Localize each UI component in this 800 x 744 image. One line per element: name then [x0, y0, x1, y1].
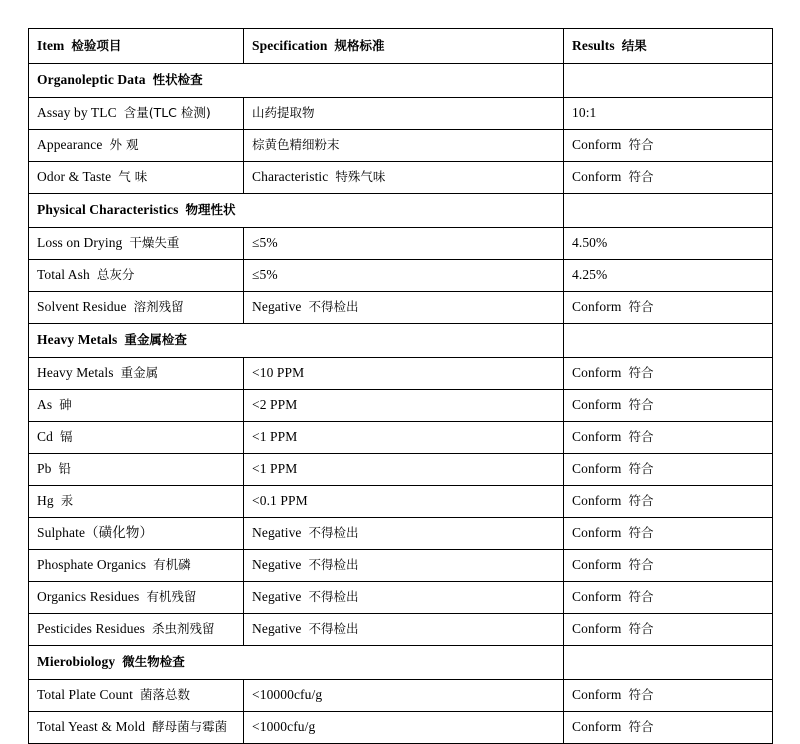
- row-result-2-3: [564, 454, 773, 486]
- row-spec-2-6: [244, 550, 564, 582]
- row-item-zh-2-3: 铅: [58, 461, 71, 477]
- row-item-zh-2-6: 有机磷: [153, 557, 191, 573]
- row-result-zh-2-5: 符合: [628, 525, 654, 541]
- row-result-zh-1-2: 符合: [628, 299, 654, 315]
- table-row: [29, 292, 773, 324]
- row-result-zh-2-8: 符合: [628, 621, 654, 637]
- row-item-1-2: [29, 292, 244, 324]
- row-result-1-0: [564, 228, 773, 260]
- row-item-en-1-0: Loss on Drying: [37, 235, 123, 251]
- section-title-zh-2: 重金属检查: [124, 332, 187, 348]
- row-item-3-0: [29, 680, 244, 712]
- row-spec-0-0: [244, 98, 564, 130]
- row-spec-zh-0-0: 山药提取物: [252, 105, 315, 121]
- row-result-en-2-2: Conform: [572, 429, 622, 445]
- row-spec-2-5: [244, 518, 564, 550]
- row-result-0-1: [564, 130, 773, 162]
- column-header-label-zh-0: 检验项目: [71, 37, 122, 53]
- section-title-en-2: Heavy Metals: [37, 332, 118, 348]
- section-title-zh-1: 物理性状: [185, 202, 236, 218]
- row-spec-en-0-2: Characteristic: [252, 169, 329, 185]
- section-header-row-2: [29, 324, 773, 358]
- table-row: [29, 550, 773, 582]
- row-item-en-2-2: Cd: [37, 429, 53, 445]
- row-item-2-4: [29, 486, 244, 518]
- row-item-zh-1-1: 总灰分: [96, 267, 135, 283]
- row-item-0-2: [29, 162, 244, 194]
- table-row: [29, 680, 773, 712]
- row-result-zh-2-0: 符合: [628, 365, 654, 381]
- row-item-zh-2-4: 汞: [60, 493, 74, 509]
- row-item-en-0-2: Odor & Taste: [37, 169, 112, 185]
- row-result-2-5: [564, 518, 773, 550]
- row-spec-1-2: [244, 292, 564, 324]
- row-result-en-3-0: Conform: [572, 687, 622, 703]
- row-spec-2-1: [244, 390, 564, 422]
- section-title-en-0: Organoleptic Data: [37, 72, 146, 88]
- row-item-zh-2-0: 重金属: [120, 365, 159, 381]
- row-spec-1-1: [244, 260, 564, 292]
- section-title-en-3: Mierobiology: [37, 654, 116, 670]
- row-item-en-0-1: Appearance: [37, 137, 103, 153]
- table-row: [29, 454, 773, 486]
- table-row: [29, 228, 773, 260]
- row-item-2-7: [29, 582, 244, 614]
- row-spec-2-3: [244, 454, 564, 486]
- row-result-0-0: [564, 98, 773, 130]
- table-header-row: [29, 29, 773, 64]
- row-item-zh-0-1: 外 观: [109, 137, 139, 153]
- row-item-en-3-0: Total Plate Count: [37, 687, 133, 703]
- row-item-zh-3-1: 酵母菌与霉菌: [152, 719, 228, 735]
- row-item-en-0-0: Assay by TLC: [37, 105, 117, 121]
- column-header-label-zh-2: 结果: [621, 37, 647, 53]
- row-item-1-1: [29, 260, 244, 292]
- section-title-0: [29, 64, 564, 98]
- row-item-en-2-7: Organics Residues: [37, 589, 140, 605]
- coa-document: [28, 28, 772, 744]
- row-item-2-6: [29, 550, 244, 582]
- row-spec-zh-2-5: 不得检出: [308, 525, 359, 541]
- row-item-0-0: [29, 98, 244, 130]
- column-header-0: [29, 29, 244, 64]
- section-empty-result-0: [564, 64, 773, 98]
- row-item-en-2-3: Pb: [37, 461, 52, 477]
- row-result-en-1-0: 4.50%: [572, 235, 608, 251]
- row-spec-zh-1-2: 不得检出: [308, 299, 359, 315]
- row-result-en-0-0: 10:1: [572, 105, 597, 121]
- section-empty-result-2: [564, 324, 773, 358]
- row-result-zh-0-1: 符合: [628, 137, 654, 153]
- row-item-2-8: [29, 614, 244, 646]
- column-header-label-zh-1: 规格标准: [334, 37, 385, 53]
- section-title-zh-3: 微生物检查: [122, 654, 185, 670]
- row-spec-en-2-7: Negative: [252, 589, 302, 605]
- row-result-zh-3-0: 符合: [628, 687, 654, 703]
- section-empty-result-1: [564, 194, 773, 228]
- row-item-zh-3-0: 菌落总数: [140, 687, 191, 703]
- row-spec-en-2-5: Negative: [252, 525, 302, 541]
- row-result-zh-2-4: 符合: [628, 493, 654, 509]
- table-row: [29, 422, 773, 454]
- column-header-label-en-1: Specification: [252, 37, 328, 53]
- row-spec-1-0: [244, 228, 564, 260]
- row-item-1-0: [29, 228, 244, 260]
- row-result-2-7: [564, 582, 773, 614]
- row-result-en-0-1: Conform: [572, 137, 622, 153]
- row-spec-0-1: [244, 130, 564, 162]
- section-header-row-0: [29, 64, 773, 98]
- row-item-2-3: [29, 454, 244, 486]
- row-item-en-2-5: Sulphate（磺化物）: [37, 525, 154, 541]
- row-spec-2-4: [244, 486, 564, 518]
- row-item-en-2-6: Phosphate Organics: [37, 557, 147, 573]
- row-item-0-1: [29, 130, 244, 162]
- row-item-en-3-1: Total Yeast & Mold: [37, 719, 146, 735]
- row-spec-en-3-0: <10000cfu/g: [252, 687, 323, 703]
- row-spec-zh-2-7: 不得检出: [308, 589, 359, 605]
- table-row: [29, 358, 773, 390]
- table-row: [29, 486, 773, 518]
- row-item-zh-2-2: 镉: [59, 429, 73, 445]
- row-result-zh-2-2: 符合: [628, 429, 654, 445]
- row-result-en-2-3: Conform: [572, 461, 622, 477]
- row-result-en-2-7: Conform: [572, 589, 622, 605]
- row-spec-zh-2-6: 不得检出: [308, 557, 359, 573]
- row-item-en-1-2: Solvent Residue: [37, 299, 127, 315]
- section-title-1: [29, 194, 564, 228]
- row-spec-zh-2-8: 不得检出: [308, 621, 359, 637]
- row-spec-en-1-1: ≤5%: [252, 267, 278, 283]
- specification-table: [28, 28, 773, 744]
- table-row: [29, 162, 773, 194]
- table-row: [29, 712, 773, 744]
- row-item-en-1-1: Total Ash: [37, 267, 90, 283]
- row-result-1-1: [564, 260, 773, 292]
- row-item-2-5: [29, 518, 244, 550]
- row-spec-en-1-2: Negative: [252, 299, 302, 315]
- row-item-en-2-4: Hg: [37, 493, 54, 509]
- row-item-en-2-8: Pesticides Residues: [37, 621, 146, 637]
- row-result-zh-2-7: 符合: [628, 589, 654, 605]
- row-spec-2-7: [244, 582, 564, 614]
- row-spec-zh-0-1: 棕黄色精细粉末: [252, 137, 340, 153]
- row-spec-en-2-2: <1 PPM: [252, 429, 298, 445]
- row-item-zh-0-2: 气 味: [118, 169, 148, 185]
- row-result-2-4: [564, 486, 773, 518]
- row-result-en-2-6: Conform: [572, 557, 622, 573]
- column-header-1: [244, 29, 564, 64]
- table-row: [29, 130, 773, 162]
- row-spec-en-1-0: ≤5%: [252, 235, 278, 251]
- column-header-label-en-0: Item: [37, 37, 65, 53]
- row-result-en-2-5: Conform: [572, 525, 622, 541]
- row-result-en-0-2: Conform: [572, 169, 622, 185]
- row-item-zh-2-8: 杀虫剂残留: [152, 621, 215, 637]
- row-result-3-1: [564, 712, 773, 744]
- table-row: [29, 260, 773, 292]
- row-spec-2-0: [244, 358, 564, 390]
- row-result-en-2-4: Conform: [572, 493, 622, 509]
- row-result-en-1-1: 4.25%: [572, 267, 608, 283]
- row-spec-0-2: [244, 162, 564, 194]
- column-header-2: [564, 29, 773, 64]
- row-spec-en-3-1: <1000cfu/g: [252, 719, 316, 735]
- table-row: [29, 390, 773, 422]
- row-spec-2-8: [244, 614, 564, 646]
- row-result-2-8: [564, 614, 773, 646]
- row-item-zh-2-7: 有机残留: [146, 589, 197, 605]
- row-item-en-2-1: As: [37, 397, 53, 413]
- row-spec-en-2-8: Negative: [252, 621, 302, 637]
- table-row: [29, 98, 773, 130]
- row-item-zh-1-2: 溶剂残留: [133, 299, 184, 315]
- row-result-2-1: [564, 390, 773, 422]
- table-row: [29, 614, 773, 646]
- row-spec-en-2-4: <0.1 PPM: [252, 493, 308, 509]
- row-result-zh-3-1: 符合: [628, 719, 654, 735]
- table-row: [29, 518, 773, 550]
- row-result-1-2: [564, 292, 773, 324]
- row-result-en-2-1: Conform: [572, 397, 622, 413]
- row-spec-zh-0-2: 特殊气味: [335, 169, 386, 185]
- row-result-en-2-0: Conform: [572, 365, 622, 381]
- row-item-2-2: [29, 422, 244, 454]
- row-item-zh-0-0: 含量(TLC 检测): [123, 105, 211, 121]
- row-spec-en-2-1: <2 PPM: [252, 397, 298, 413]
- row-result-zh-2-3: 符合: [628, 461, 654, 477]
- row-result-en-2-8: Conform: [572, 621, 622, 637]
- row-result-zh-0-2: 符合: [628, 169, 654, 185]
- section-header-row-1: [29, 194, 773, 228]
- column-header-label-en-2: Results: [572, 37, 615, 53]
- row-item-zh-1-0: 干燥失重: [129, 235, 180, 251]
- row-result-0-2: [564, 162, 773, 194]
- row-item-en-2-0: Heavy Metals: [37, 365, 114, 381]
- row-result-zh-2-6: 符合: [628, 557, 654, 573]
- table-row: [29, 582, 773, 614]
- row-result-en-1-2: Conform: [572, 299, 622, 315]
- row-spec-2-2: [244, 422, 564, 454]
- row-spec-en-2-0: <10 PPM: [252, 365, 305, 381]
- row-result-2-6: [564, 550, 773, 582]
- row-spec-3-0: [244, 680, 564, 712]
- row-item-2-0: [29, 358, 244, 390]
- row-result-3-0: [564, 680, 773, 712]
- row-result-2-2: [564, 422, 773, 454]
- row-spec-3-1: [244, 712, 564, 744]
- row-spec-en-2-6: Negative: [252, 557, 302, 573]
- row-result-2-0: [564, 358, 773, 390]
- section-title-en-1: Physical Characteristics: [37, 202, 179, 218]
- section-title-zh-0: 性状检查: [152, 72, 203, 88]
- row-item-3-1: [29, 712, 244, 744]
- row-item-2-1: [29, 390, 244, 422]
- row-spec-en-2-3: <1 PPM: [252, 461, 298, 477]
- row-result-en-3-1: Conform: [572, 719, 622, 735]
- section-title-2: [29, 324, 564, 358]
- row-item-zh-2-1: 砷: [59, 397, 72, 413]
- row-result-zh-2-1: 符合: [628, 397, 654, 413]
